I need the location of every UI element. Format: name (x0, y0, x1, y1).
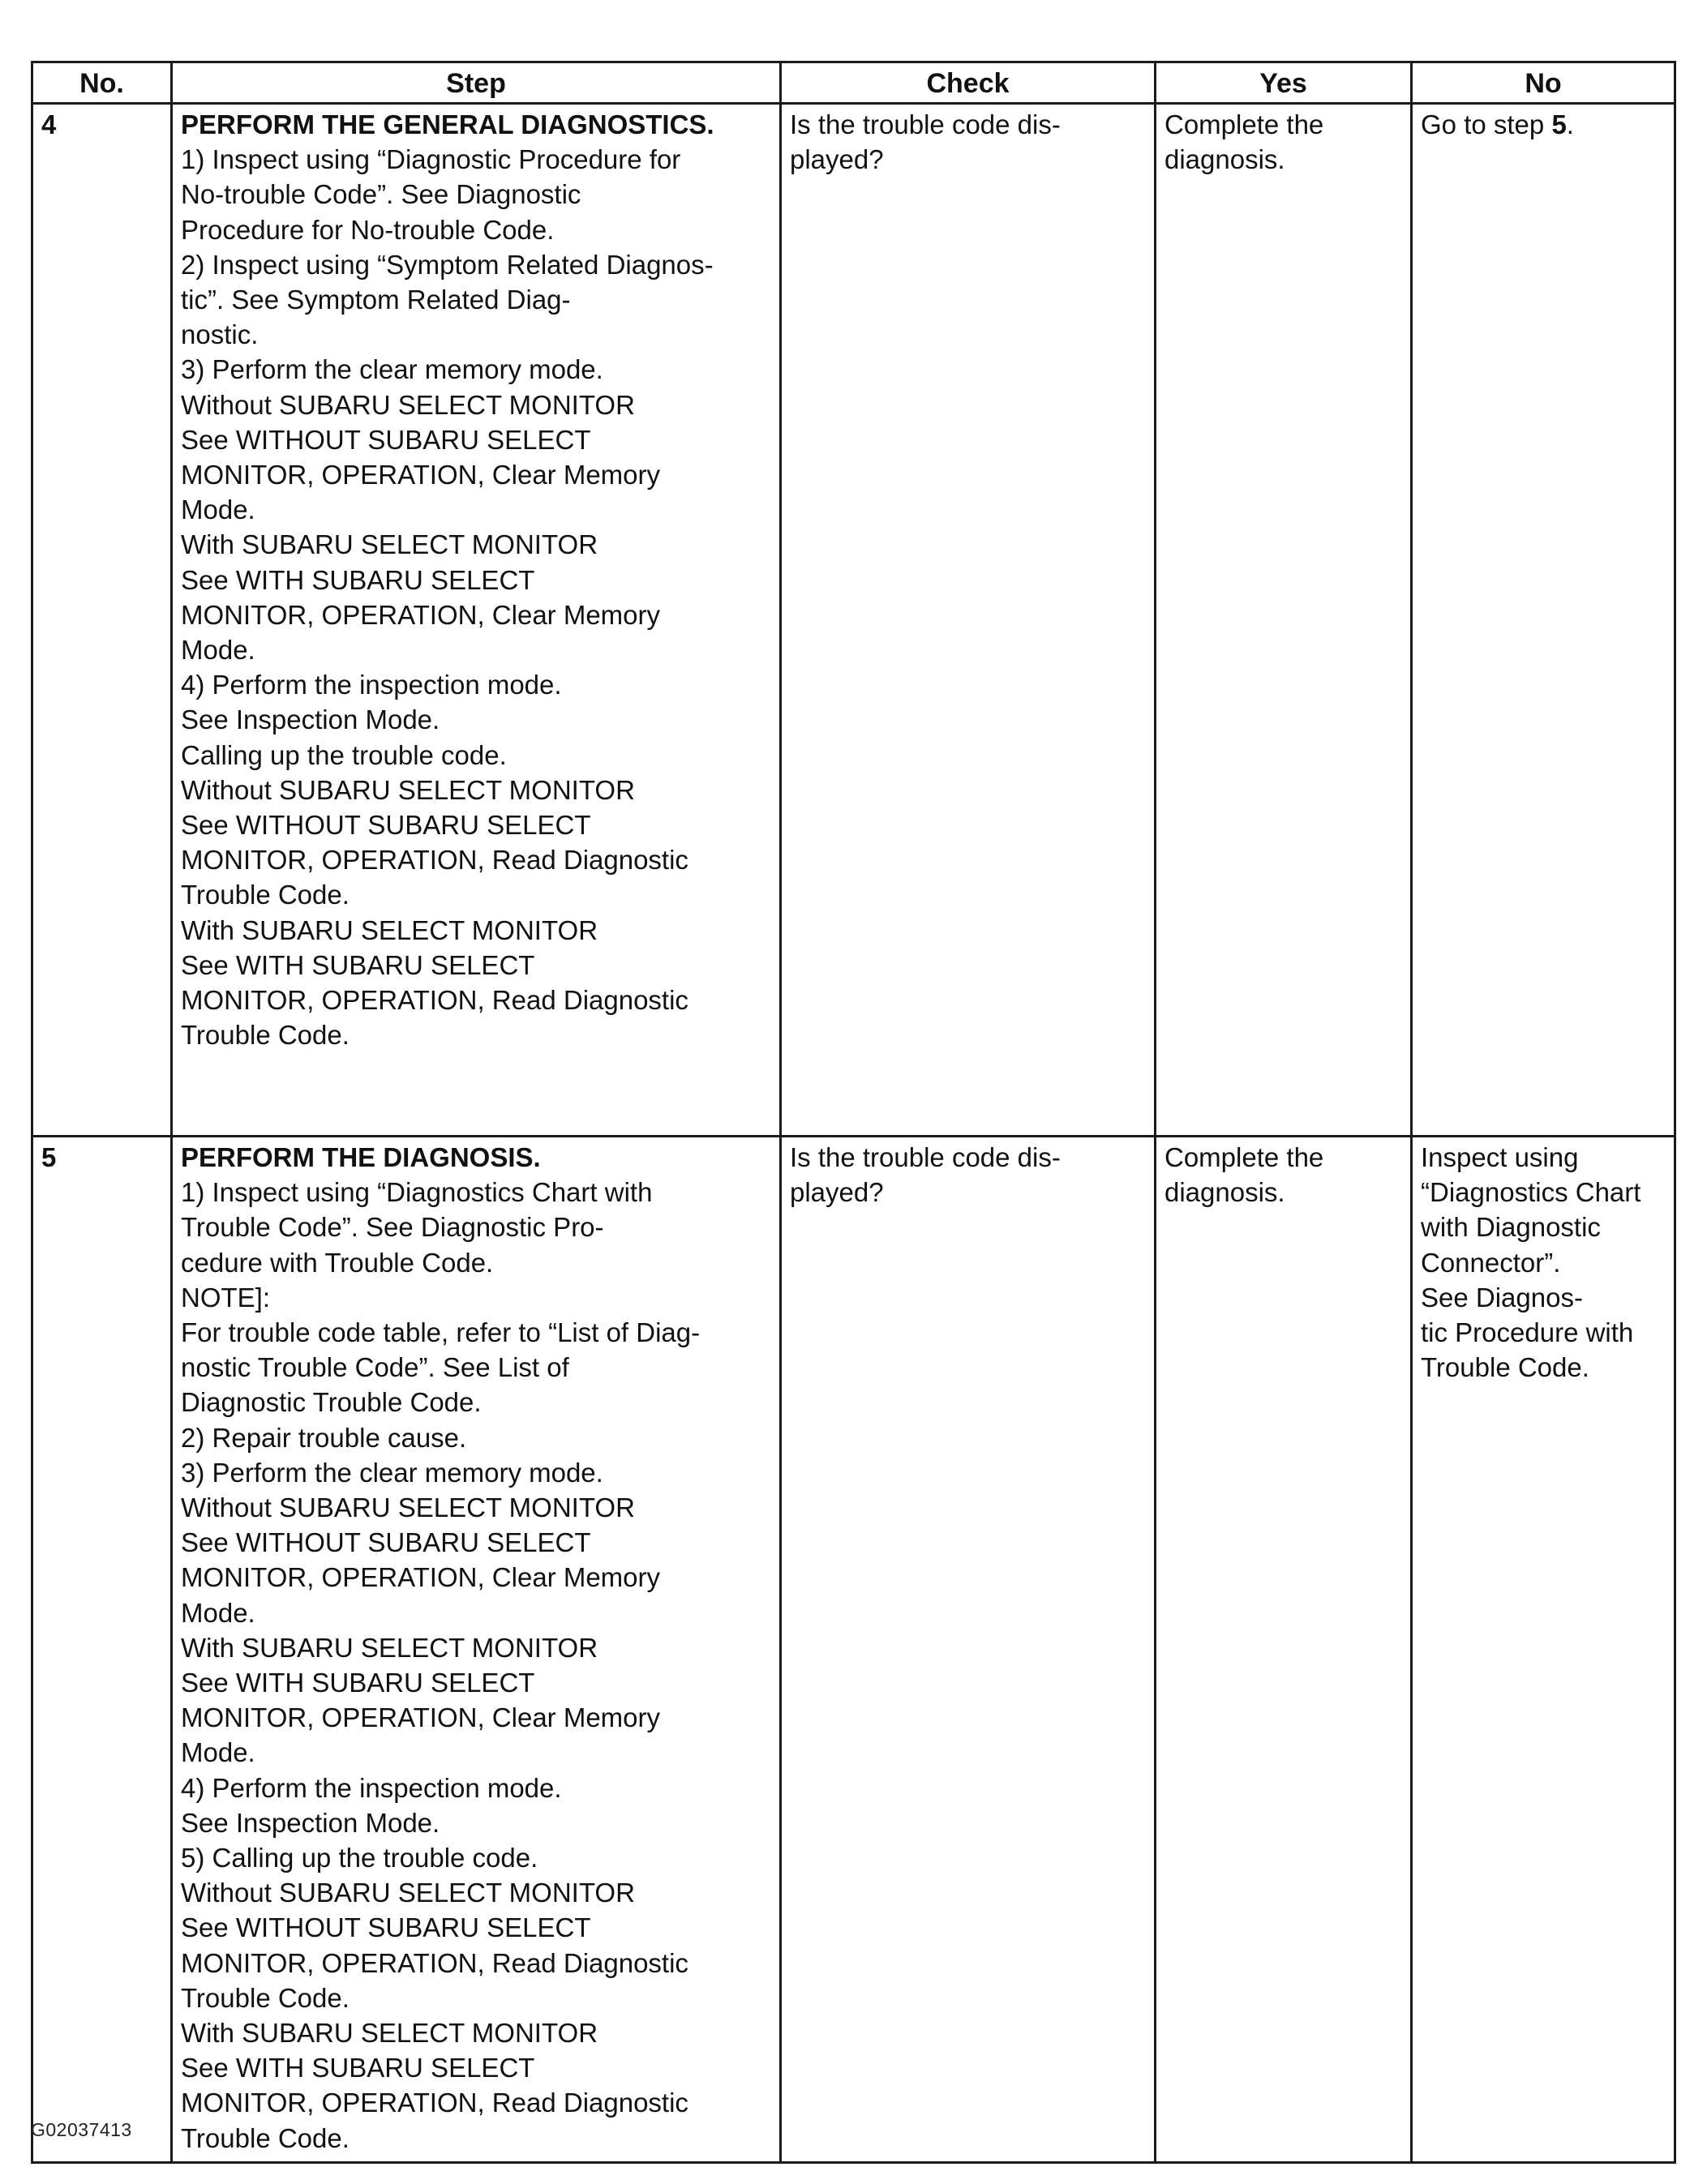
step-line: MONITOR, OPERATION, Read Diagnostic (181, 1947, 688, 1978)
step-title: PERFORM THE DIAGNOSIS. (181, 1142, 541, 1172)
table-header-row (32, 62, 1675, 104)
header-no: No. (32, 62, 172, 104)
goto-suffix: . (1566, 109, 1574, 139)
step-line: Without SUBARU SELECT MONITOR (181, 774, 635, 805)
step-line: See WITHOUT SUBARU SELECT (181, 1912, 591, 1943)
no-result-line: tic Procedure with (1421, 1317, 1634, 1348)
figure-code: G02037413 (31, 2119, 132, 2140)
no-result-line: Trouble Code. (1421, 1352, 1589, 1383)
check-line: Is the trouble code dis- (790, 109, 1061, 139)
goto-step-number: 5 (1551, 109, 1567, 139)
no-result-line: Inspect using (1421, 1142, 1579, 1172)
step-line: Trouble Code”. See Diagnostic Pro- (181, 1212, 604, 1243)
step-line: For trouble code table, refer to “List of Diag- (181, 1317, 701, 1348)
step-line: nostic. (181, 319, 259, 350)
step-line: Without SUBARU SELECT MONITOR (181, 1878, 635, 1908)
yes-line: Complete the (1164, 1142, 1324, 1172)
step-line: 3) Perform the clear memory mode. (181, 1457, 603, 1488)
step-line: See WITH SUBARU SELECT (181, 564, 535, 595)
step-line: MONITOR, OPERATION, Clear Memory (181, 599, 661, 630)
step-line: With SUBARU SELECT MONITOR (181, 1632, 598, 1663)
step-line: 2) Inspect using “Symptom Related Diagnos- (181, 249, 714, 280)
step-line: 1) Inspect using “Diagnostics Chart with (181, 1177, 653, 1208)
step-line: See WITHOUT SUBARU SELECT (181, 1527, 591, 1558)
step-number: 5 (32, 1137, 172, 2163)
check-line: played? (790, 1177, 884, 1208)
check-cell (781, 104, 1156, 1137)
step-line: MONITOR, OPERATION, Read Diagnostic (181, 845, 688, 876)
step-line: With SUBARU SELECT MONITOR (181, 529, 598, 560)
no-result-line: “Diagnostics Chart (1421, 1177, 1641, 1208)
check-cell (781, 1137, 1156, 2163)
step-line: 1) Inspect using “Diagnostic Procedure for (181, 144, 681, 175)
table-row-step-4 (32, 104, 1675, 1137)
check-line: Is the trouble code dis- (790, 1142, 1061, 1172)
step-line: MONITOR, OPERATION, Clear Memory (181, 1562, 661, 1593)
step-line: Trouble Code. (181, 1020, 350, 1051)
no-result-cell (1412, 1137, 1675, 2163)
step-line: See WITH SUBARU SELECT (181, 1668, 535, 1698)
yes-line: Complete the (1164, 109, 1324, 139)
step-line: Trouble Code. (181, 1982, 350, 2013)
header-yes: Yes (1156, 62, 1412, 104)
step-number: 4 (32, 104, 172, 1137)
step-line: 3) Perform the clear memory mode. (181, 354, 603, 385)
diagnostic-table (31, 61, 1676, 2164)
step-title: PERFORM THE GENERAL DIAGNOSTICS. (181, 109, 714, 139)
check-line: played? (790, 144, 884, 175)
step-line: 4) Perform the inspection mode. (181, 670, 562, 700)
table-row-step-5 (32, 1137, 1675, 2163)
yes-line: diagnosis. (1164, 144, 1285, 175)
step-line: See WITHOUT SUBARU SELECT (181, 810, 591, 841)
header-check: Check (781, 62, 1156, 104)
step-line: With SUBARU SELECT MONITOR (181, 2018, 598, 2049)
step-line: 4) Perform the inspection mode. (181, 1772, 562, 1803)
no-result-line: Connector”. (1421, 1247, 1561, 1278)
step-line: Without SUBARU SELECT MONITOR (181, 389, 635, 420)
step-line: With SUBARU SELECT MONITOR (181, 914, 598, 945)
step-line: MONITOR, OPERATION, Read Diagnostic (181, 985, 688, 1016)
step-line: Without SUBARU SELECT MONITOR (181, 1492, 635, 1523)
step-line: See WITH SUBARU SELECT (181, 949, 535, 980)
header-step: Step (172, 62, 781, 104)
step-description (172, 1137, 781, 2163)
step-line: Mode. (181, 635, 255, 666)
no-result-line: with Diagnostic (1421, 1212, 1601, 1243)
step-line: cedure with Trouble Code. (181, 1247, 494, 1278)
step-line: Mode. (181, 1737, 255, 1768)
no-result-cell (1412, 104, 1675, 1137)
step-line: See WITHOUT SUBARU SELECT (181, 424, 591, 455)
step-line: Mode. (181, 1597, 255, 1628)
step-line: NOTE]: (181, 1282, 271, 1313)
step-line: See Inspection Mode. (181, 704, 440, 735)
step-line: Trouble Code. (181, 880, 350, 910)
step-description (172, 104, 781, 1137)
step-line: Diagnostic Trouble Code. (181, 1387, 482, 1418)
goto-prefix: Go to step (1421, 109, 1552, 139)
no-result-line (1421, 107, 1669, 142)
step-line: MONITOR, OPERATION, Read Diagnostic (181, 2088, 688, 2118)
diagnostic-sheet (31, 61, 1674, 2164)
step-line: Mode. (181, 495, 255, 525)
step-line: See WITH SUBARU SELECT (181, 2053, 535, 2083)
step-line: 5) Calling up the trouble code. (181, 1843, 538, 1874)
step-line: Calling up the trouble code. (181, 739, 507, 770)
step-line: MONITOR, OPERATION, Clear Memory (181, 460, 661, 490)
step-line: Trouble Code. (181, 2122, 350, 2153)
step-line: See Inspection Mode. (181, 1807, 440, 1838)
step-line: No-trouble Code”. See Diagnostic (181, 179, 581, 210)
yes-cell (1156, 104, 1412, 1137)
step-line: Procedure for No-trouble Code. (181, 214, 555, 245)
step-line: nostic Trouble Code”. See List of (181, 1352, 569, 1383)
yes-line: diagnosis. (1164, 1177, 1285, 1208)
step-line: 2) Repair trouble cause. (181, 1422, 467, 1453)
step-line: MONITOR, OPERATION, Clear Memory (181, 1702, 661, 1733)
step-line: tic”. See Symptom Related Diag- (181, 285, 571, 315)
no-result-line: See Diagnos- (1421, 1282, 1583, 1313)
header-no-result: No (1412, 62, 1675, 104)
yes-cell (1156, 1137, 1412, 2163)
